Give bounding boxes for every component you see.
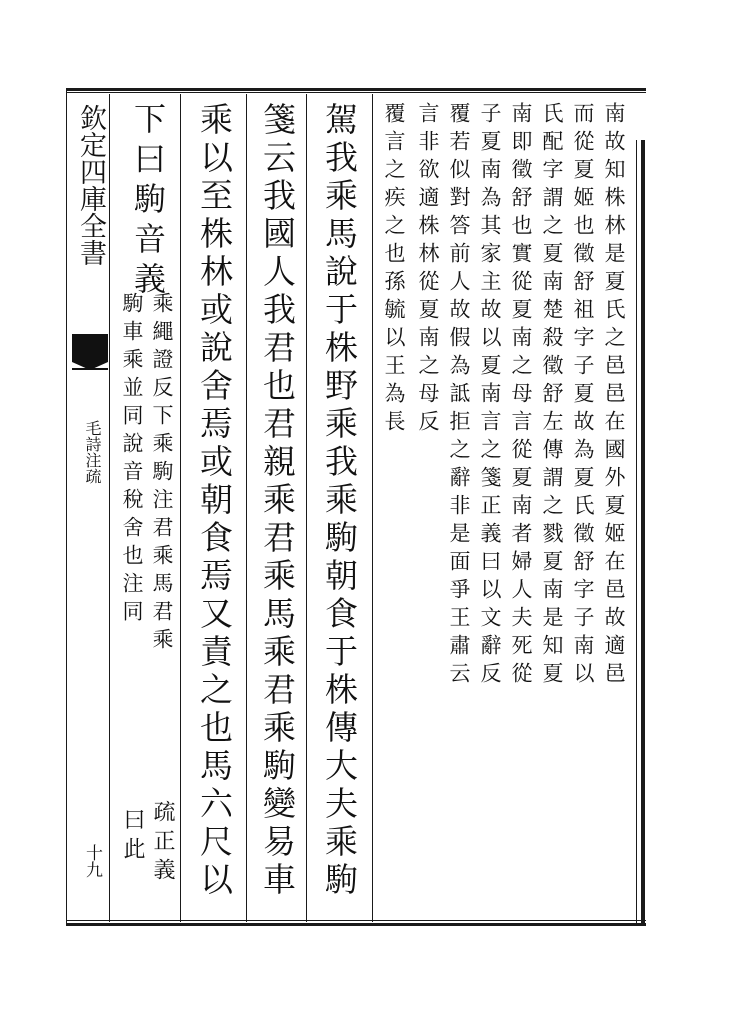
column-rule — [180, 94, 181, 922]
text-column-10: 箋云我國人我君也君親乘君乘馬乘君乘駒變易車 — [258, 102, 297, 900]
frame-right-border — [636, 140, 645, 924]
banxin-volume-title: 毛詩注疏 — [83, 420, 102, 484]
note-left-tail: 曰此 — [120, 808, 145, 866]
note-left-line: 駒車乘並同說音稅舍也注同 — [120, 292, 144, 628]
note-right-tail: 疏正義 — [150, 800, 175, 887]
text-column-5: 子夏南為其家主故以夏南言之箋正義曰以文辭反 — [478, 102, 502, 690]
text-column-6: 覆若似對答前人故假為詆拒之辭非是面爭王肅云 — [447, 102, 471, 690]
text-column-11: 乘以至株林或說舍焉或朝食焉又責之也馬六尺以 — [195, 102, 234, 900]
column-rule — [246, 94, 247, 922]
text-column-12-main: 下曰駒音義 — [129, 102, 167, 302]
frame-left-border — [66, 88, 67, 924]
text-column-3: 氏配字謂之夏南楚殺徵舒左傳謂之戮夏南是知夏 — [540, 102, 564, 690]
text-column-9: 駕我乘馬說于株野乘我乘駒朝食于株傳大夫乘駒 — [320, 102, 359, 900]
banxin-title: 欽定四庫全書 — [75, 104, 106, 266]
text-column-7: 言非欲適株林從夏南之母反 — [416, 102, 440, 438]
frame-bottom-border — [66, 920, 646, 926]
fishtail-bar — [72, 368, 108, 370]
banxin-page-number: 十九 — [82, 844, 102, 878]
text-column-8: 覆言之疾之也孫毓以王為長 — [382, 102, 406, 438]
text-column-4: 南即徵舒也實從夏南之母言從夏南者婦人夫死從 — [509, 102, 533, 690]
note-right-line: 乘繩證反下乘駒注君乘馬君乘 — [150, 292, 174, 656]
column-rule — [372, 94, 373, 922]
text-column-1: 南故知株林是夏氏之邑邑在國外夏姬在邑故適邑 — [602, 102, 626, 690]
column-rule — [306, 94, 307, 922]
text-column-2: 而從夏姬也徵舒祖字子夏故為夏氏徵舒字子南以 — [571, 102, 595, 690]
fishtail-mark — [72, 334, 108, 362]
frame-top-border — [66, 88, 646, 93]
